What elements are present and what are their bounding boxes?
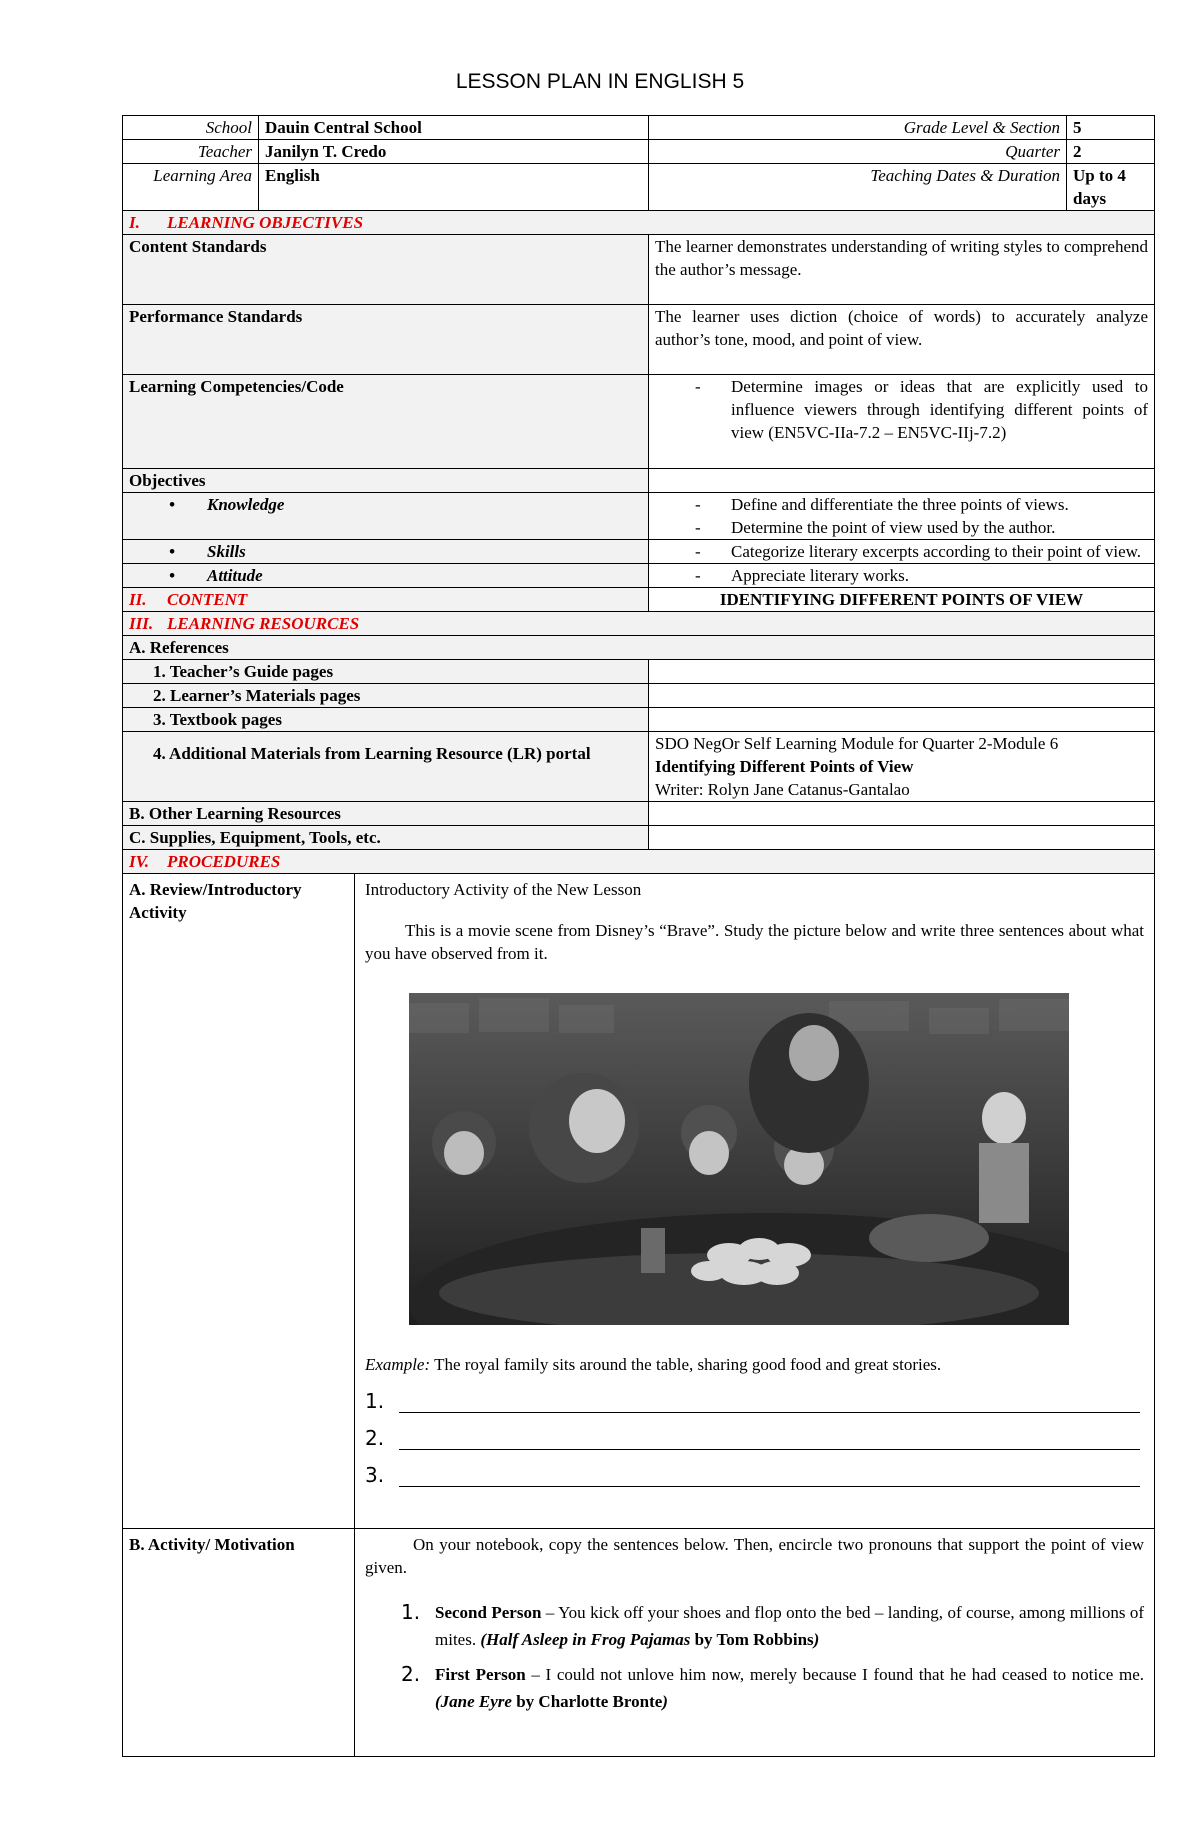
review-title: Introductory Activity of the New Lesson <box>365 880 642 899</box>
answer-line[interactable]: 3. <box>365 1464 1144 1487</box>
example-line <box>365 1353 1144 1376</box>
lesson-plan-table <box>122 115 1155 1757</box>
objectives-label: Objectives <box>123 469 649 493</box>
grade-value: 5 <box>1067 116 1155 140</box>
row-objectives <box>123 469 1155 493</box>
quarter-label: Quarter <box>649 140 1067 164</box>
bullet-icon: • <box>169 566 175 585</box>
quarter-value: 2 <box>1067 140 1155 164</box>
school-value: Dauin Central School <box>259 116 649 140</box>
skills-item: Categorize literary excerpts according to their point of view. <box>731 542 1142 561</box>
row-learners-materials <box>123 684 1155 708</box>
review-cell <box>355 874 1155 1529</box>
movie-scene-illustration <box>409 993 1069 1325</box>
section-heading: III. LEARNING RESOURCES <box>123 612 1155 636</box>
movie-scene-image <box>409 993 1069 1325</box>
answer-line[interactable]: 1. <box>365 1390 1144 1413</box>
knowledge-label: • Knowledge <box>123 493 649 540</box>
competencies-cell: - Determine images or ideas that are explicitly used to influence viewers through identifying different points of view (EN5VC-IIa-7.2 – EN5VC-IIj-7.2) <box>649 375 1155 469</box>
example-label: Example: <box>365 1355 431 1374</box>
section-procedures <box>123 850 1155 874</box>
dates-value: Up to 4 days <box>1067 164 1155 211</box>
section-learning-resources <box>123 612 1155 636</box>
pov-label: Second Person <box>435 1603 542 1622</box>
content-topic: IDENTIFYING DIFFERENT POINTS OF VIEW <box>649 588 1155 612</box>
row-textbook <box>123 708 1155 732</box>
additional-materials-cell <box>649 732 1155 802</box>
example-text: The royal family sits around the table, sharing good food and great stories. <box>434 1355 942 1374</box>
page-title: LESSON PLAN IN ENGLISH 5 <box>455 70 745 93</box>
answer-line[interactable]: 2. <box>365 1427 1144 1450</box>
knowledge-cell: - Define and differentiate the three points of views. - Determine the point of view used by the author. <box>649 493 1155 540</box>
row-activity-motivation <box>123 1529 1155 1757</box>
knowledge-item: Define and differentiate the three points of views. <box>731 495 1069 514</box>
review-label: A. Review/Introductory Activity <box>123 874 355 1529</box>
row-competencies <box>123 375 1155 469</box>
row-teachers-guide <box>123 660 1155 684</box>
bullet-icon: • <box>169 495 175 514</box>
row-attitude: • Attitude - Appreciate literary works. <box>123 564 1155 588</box>
pov-label: First Person <box>435 1665 526 1684</box>
row-references <box>123 636 1155 660</box>
header-row-teacher <box>123 140 1155 164</box>
dates-label: Teaching Dates & Duration <box>649 164 1067 211</box>
row-knowledge <box>123 493 1155 540</box>
module-title: SDO NegOr Self Learning Module for Quarter 2-Module 6 <box>655 734 1059 753</box>
knowledge-item: Determine the point of view used by the author. <box>731 518 1056 537</box>
activity-label: B. Activity/ Motivation <box>123 1529 355 1757</box>
bullet-icon: • <box>169 542 175 561</box>
row-content-standards <box>123 235 1155 305</box>
area-value: English <box>259 164 649 211</box>
row-review-activity <box>123 874 1155 1529</box>
content-standards-text: The learner demonstrates understanding of writing styles to comprehend the author’s message. <box>649 235 1155 305</box>
header-row-area <box>123 164 1155 211</box>
attitude-item: Appreciate literary works. <box>731 566 909 585</box>
performance-standards-text: The learner uses diction (choice of words) to accurately analyze author’s tone, mood, and point of view. <box>649 305 1155 375</box>
teacher-label: Teacher <box>123 140 259 164</box>
additional-materials-label: 4. Additional Materials from Learning Resource (LR) portal <box>123 732 649 802</box>
area-label: Learning Area <box>123 164 259 211</box>
section-heading: I. LEARNING OBJECTIVES <box>123 211 1155 235</box>
competencies-label: Learning Competencies/Code <box>123 375 649 469</box>
attitude-label: • Attitude <box>123 564 649 588</box>
section-heading: II. CONTENT <box>123 588 649 612</box>
module-writer: Writer: Rolyn Jane Catanus-Gantalao <box>655 780 910 799</box>
school-label: School <box>123 116 259 140</box>
activity-cell <box>355 1529 1155 1757</box>
row-supplies <box>123 826 1155 850</box>
performance-standards-label: Performance Standards <box>123 305 649 375</box>
teachers-guide-label: 1. Teacher’s Guide pages <box>123 660 649 684</box>
competencies-text: Determine images or ideas that are explicitly used to influence viewers through identifying different points of view (EN5VC-IIa-7.2 – EN5VC-IIj-7.2) <box>731 377 1149 442</box>
section-content <box>123 588 1155 612</box>
header-row-school <box>123 116 1155 140</box>
row-additional-materials <box>123 732 1155 802</box>
other-resources-label: B. Other Learning Resources <box>123 802 649 826</box>
content-standards-label: Content Standards <box>123 235 649 305</box>
list-item: 1. Second Person – You kick off your shoes and flop onto the bed – landing, of course, among millions of mites. (Half Asleep in Frog Pajamas by Tom Robbins) <box>401 1600 1145 1649</box>
row-other-resources <box>123 802 1155 826</box>
activity-instructions: On your notebook, copy the sentences below. Then, encircle two pronouns that support the point of view given. <box>365 1535 1145 1577</box>
list-item: 2. First Person – I could not unlove him now, merely because I found that he had ceased to notice me. (Jane Eyre by Charlotte Bronte) <box>401 1662 1145 1711</box>
textbook-label: 3. Textbook pages <box>123 708 649 732</box>
module-subtitle: Identifying Different Points of View <box>655 757 914 776</box>
grade-label: Grade Level & Section <box>649 116 1067 140</box>
review-instructions: This is a movie scene from Disney’s “Brave”. Study the picture below and write three sentences about what you have observed from it. <box>365 921 1145 963</box>
references-label: A. References <box>123 636 1155 660</box>
skills-label: • Skills <box>123 540 649 564</box>
learners-materials-label: 2. Learner’s Materials pages <box>123 684 649 708</box>
section-heading: IV. PROCEDURES <box>123 850 1155 874</box>
teacher-value: Janilyn T. Credo <box>259 140 649 164</box>
row-performance-standards <box>123 305 1155 375</box>
row-skills: • Skills - Categorize literary excerpts according to their point of view. <box>123 540 1155 564</box>
supplies-label: C. Supplies, Equipment, Tools, etc. <box>123 826 649 850</box>
section-learning-objectives <box>123 211 1155 235</box>
